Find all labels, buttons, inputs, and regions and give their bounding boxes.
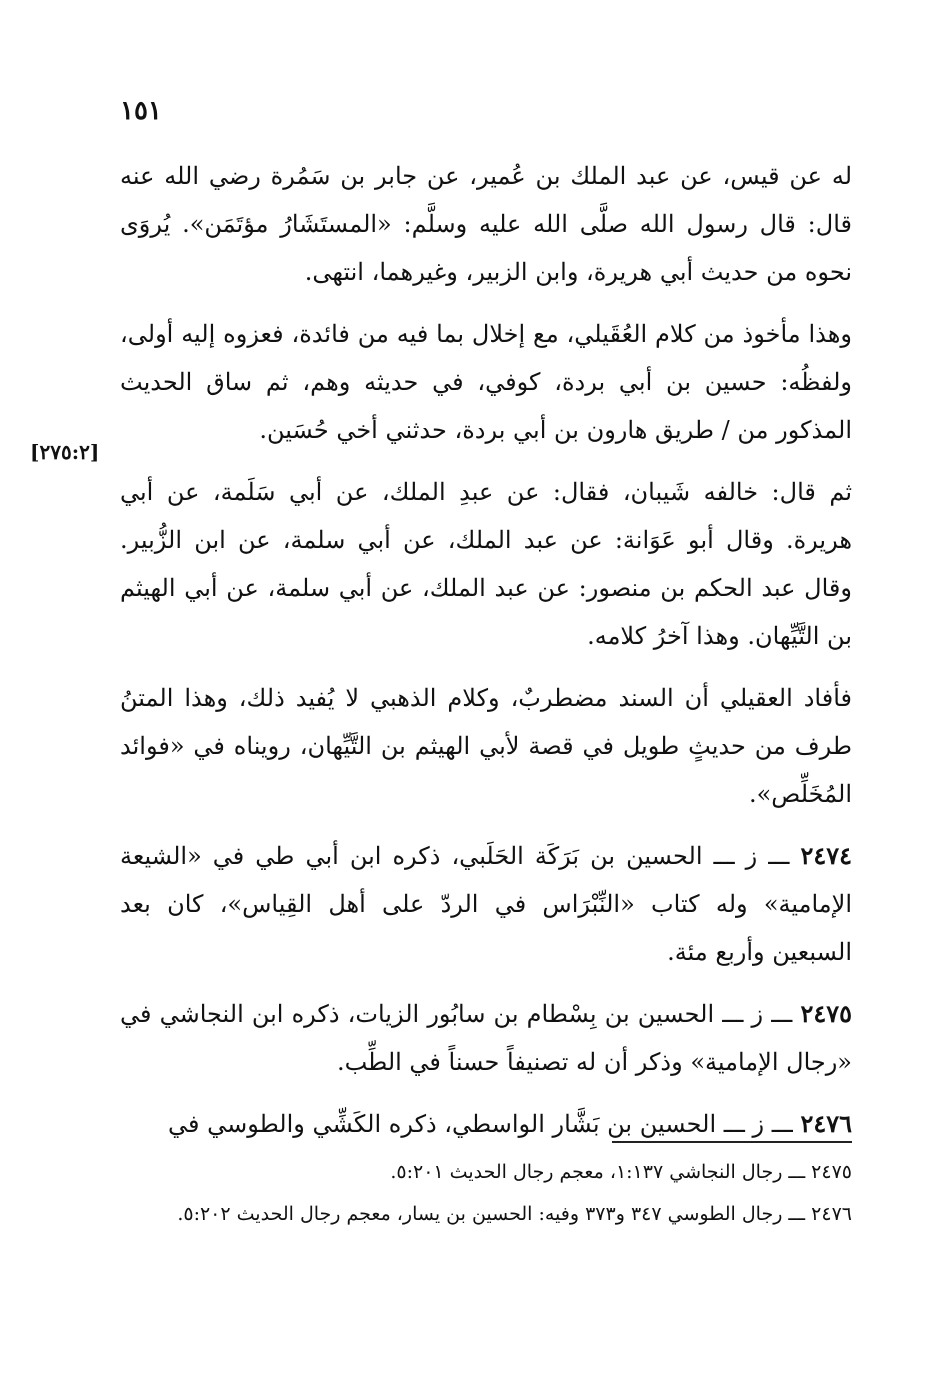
footnotes bbox=[120, 1153, 852, 1237]
footnote-divider bbox=[612, 1141, 852, 1143]
main-text bbox=[120, 152, 852, 1162]
entry-number: ٢٤٧٥ bbox=[800, 999, 852, 1028]
paragraph-4: فأفاد العقيلي أن السند مضطربٌ، وكلام الذهبي لا يُفيد ذلك، وهذا المتنُ طرف من حديثٍ طويل في قصة لأبي الهيثم بن التَّيِّهان، رويناه في «فوائد المُخَلِّص». bbox=[120, 684, 852, 808]
margin-reference: [٢٧٥:٢] bbox=[30, 440, 100, 464]
entry-text: ـــ ز ـــ الحسين بن بَرَكَة الحَلَبي، ذكره ابن أبي طي في «الشيعة الإمامية» وله كتاب «النِّبْرَاس في الردّ على أهل القِياس»، كان بعد السبعين وأربع مئة. bbox=[120, 842, 853, 966]
page-number: ١٥١ bbox=[120, 96, 162, 126]
entry-text: ـــ ز ـــ الحسين بن بَشَّار الواسطي، ذكره الكَشِّي والطوسي في bbox=[167, 1110, 793, 1138]
paragraph-3: ثم قال: خالفه شَيبان، فقال: عن عبدِ الملك، عن أبي سَلَمة، عن أبي هريرة. وقال أبو عَوَانة: عن عبد الملك، عن أبي سلمة، عن ابن الزُّبير. وقال عبد الحكم بن منصور: عن عبد الملك، عن أبي سلمة، عن أبي الهيثم بن التَّيِّهان. وهذا آخرُ كلامه. bbox=[120, 478, 852, 650]
paragraph-2: وهذا مأخوذ من كلام العُقَيلي، مع إخلال بما فيه من فائدة، فعزوه إليه أولى، ولفظُه: حسين بن أبي بردة، كوفي، في حديثه وهم، ثم ساق الحديث المذكور من / طريق هارون بن أبي بردة، حدثني أخي حُسَين. bbox=[120, 320, 852, 444]
entry-number: ٢٤٧٦ bbox=[800, 1109, 852, 1138]
entry-2475 bbox=[120, 990, 852, 1086]
entry-number: ٢٤٧٤ bbox=[800, 841, 852, 870]
entry-text: ـــ ز ـــ الحسين بن بِسْطام بن سابُور الزيات، ذكره ابن النجاشي في «رجال الإمامية» وذكر أن له تصنيفاً حسناً في الطِّب. bbox=[120, 1000, 852, 1076]
footnote-2475: ٢٤٧٥ ـــ رجال النجاشي ١:١٣٧، معجم رجال الحديث ٥:٢٠١. bbox=[390, 1161, 852, 1183]
entry-2474 bbox=[120, 832, 852, 976]
paragraph-1: له عن قيس، عن عبد الملك بن عُمير، عن جابر بن سَمُرة رضي الله عنه قال: قال رسول الله صلَّى الله عليه وسلَّم: «المستَشَارُ مؤتَمَن». يُروَى نحوه من حديث أبي هريرة، وابن الزبير، وغيرهما، انتهى. bbox=[120, 162, 852, 286]
footnote-2476: ٢٤٧٦ ـــ رجال الطوسي ٣٤٧ و٣٧٣ وفيه: الحسين بن يسار، معجم رجال الحديث ٥:٢٠٢. bbox=[177, 1203, 852, 1225]
